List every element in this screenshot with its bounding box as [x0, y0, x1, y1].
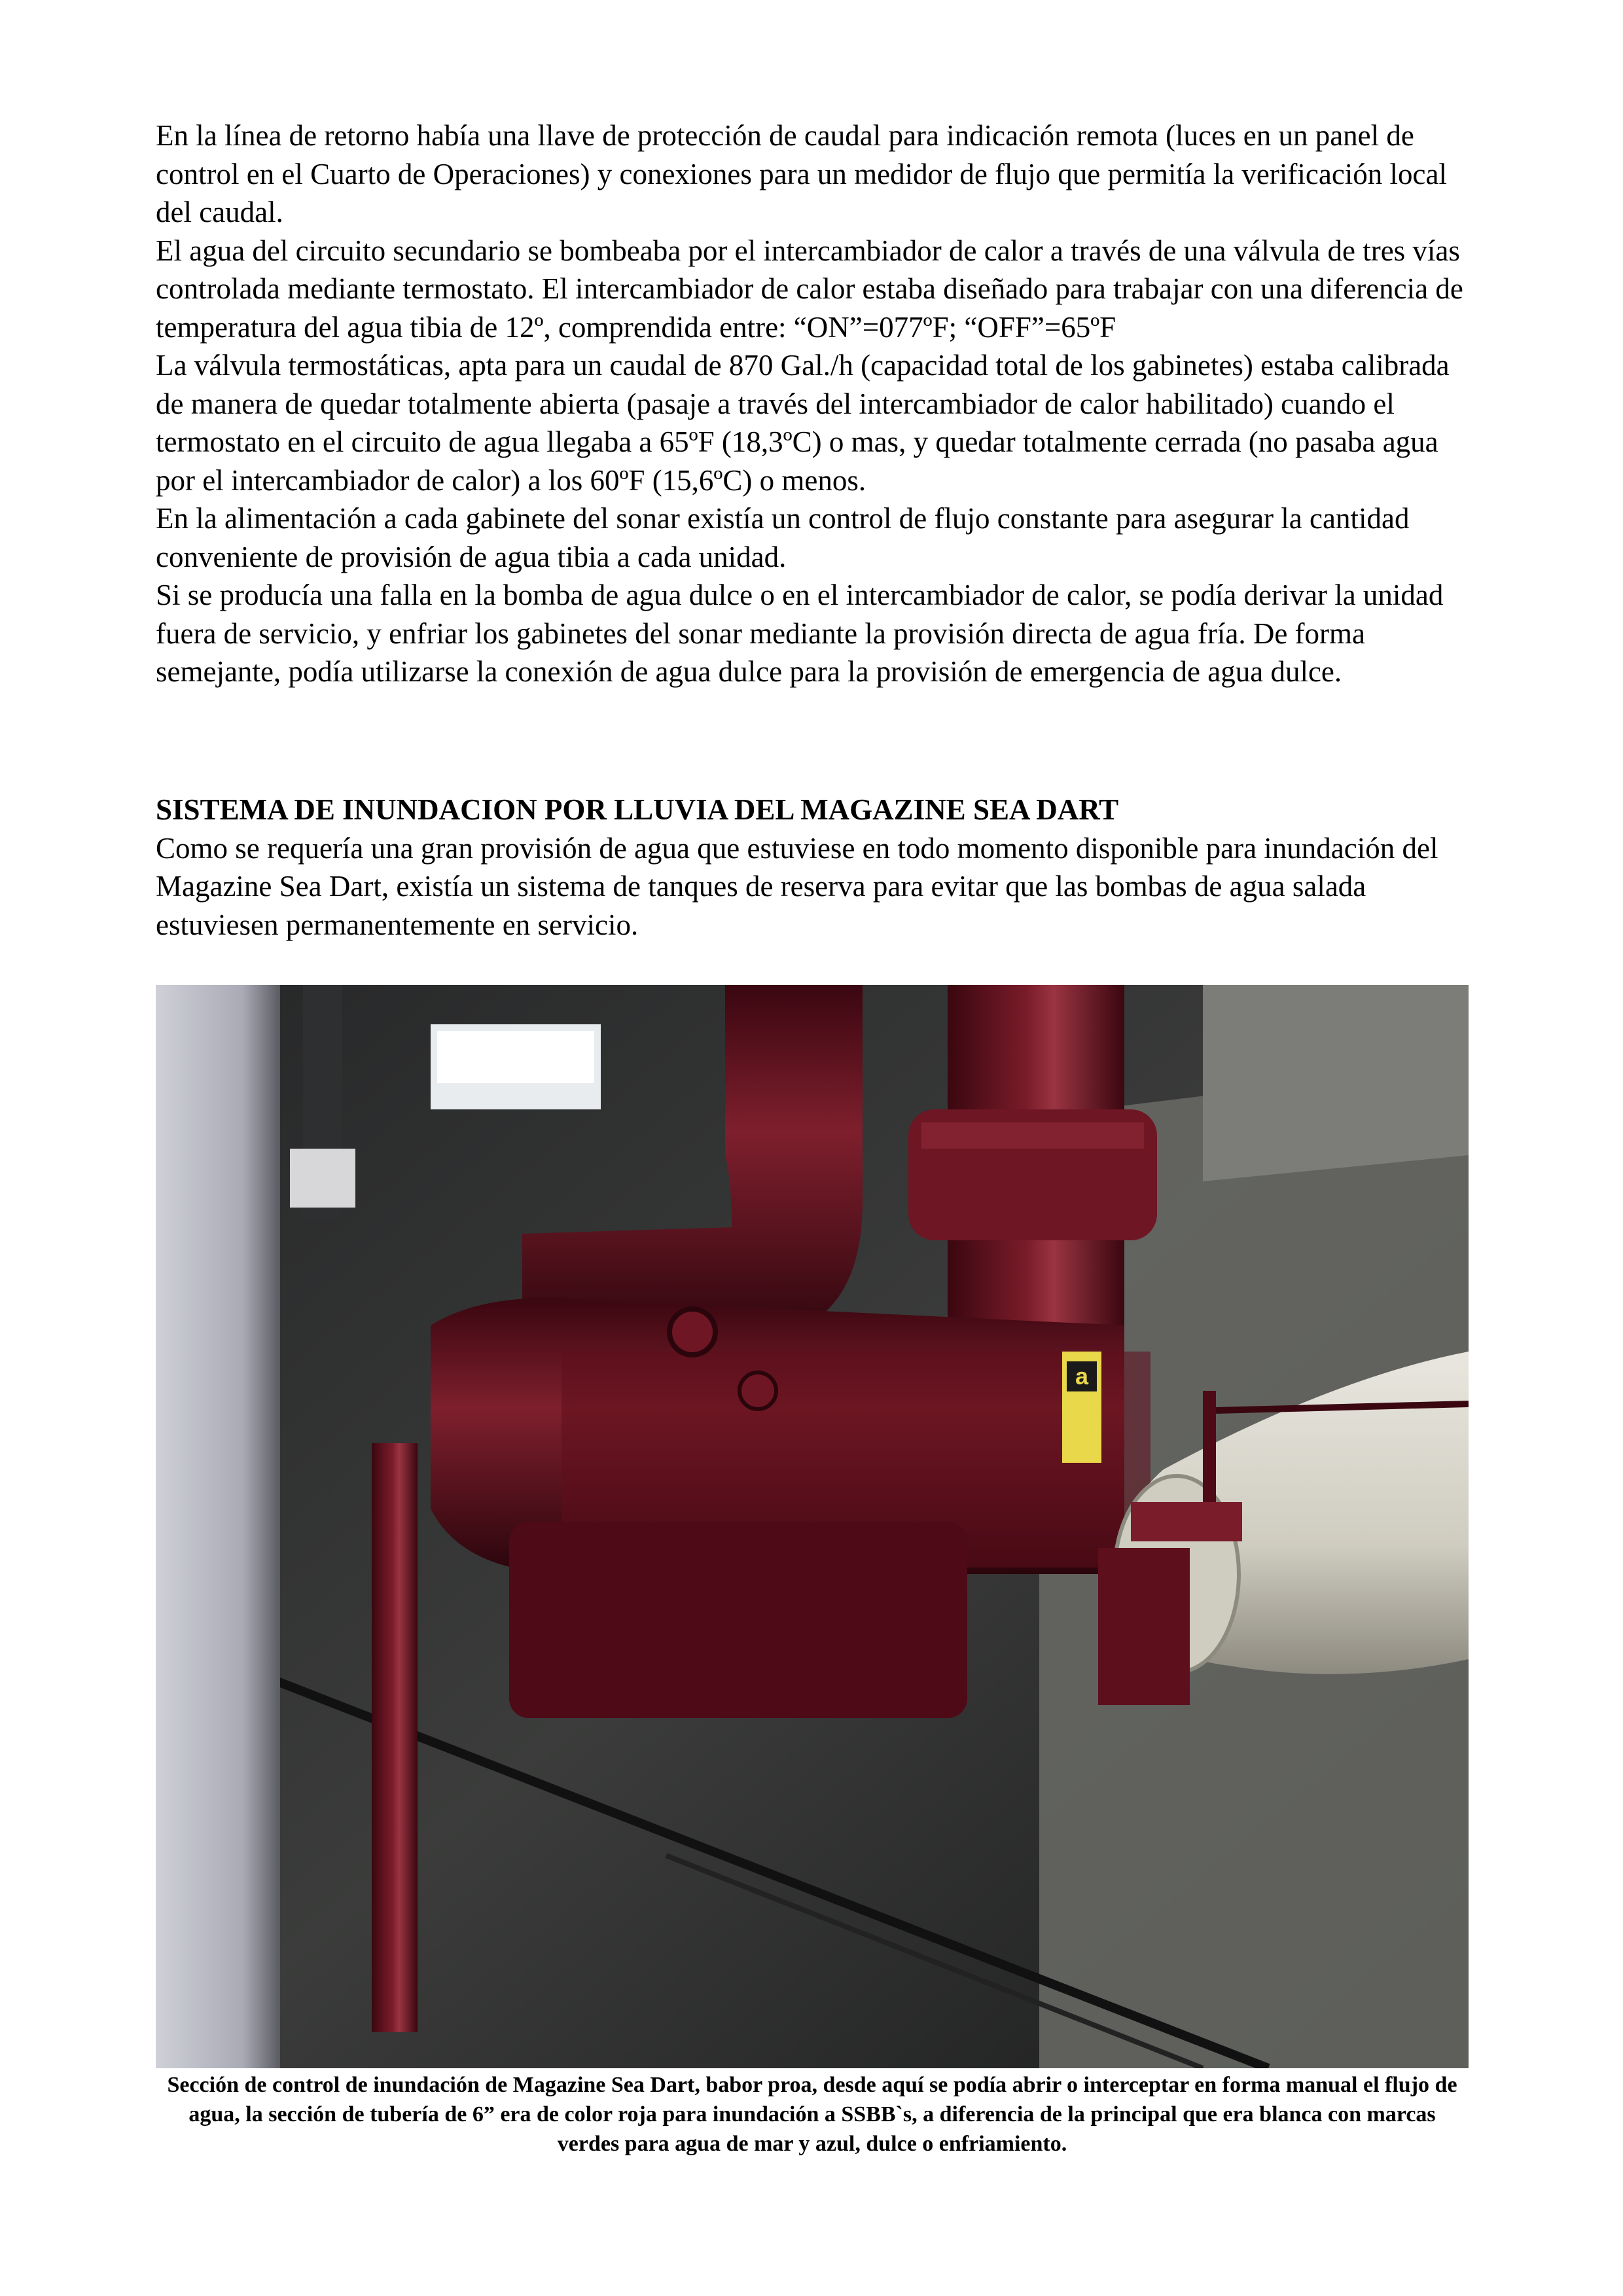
red-block: [1098, 1548, 1190, 1705]
paragraph-failure-bypass: Si se producía una falla en la bomba de agua dulce o en el intercambiador de calor, se podía derivar la unidad fuera de servicio, y enfriar los gabinetes del sonar mediante la provisión directa de agua fría. De forma semejante, podía utilizarse la conexión de agua dulce para la provisión de emergencia de agua dulce.: [156, 579, 1444, 688]
section-block: [156, 791, 1484, 944]
thin-red-pipe: [372, 1443, 418, 2032]
body-text-block: [156, 117, 1484, 691]
white-pillar: [156, 985, 280, 2068]
paragraph-constant-flow: En la alimentación a cada gabinete del sonar existía un control de flujo constante para asegurar la cantidad conveniente de provisión de agua tibia a cada unidad.: [156, 502, 1410, 573]
paragraph-secondary-circuit: El agua del circuito secundario se bombeaba por el intercambiador de calor a través de una válvula de tres vías controlada mediante termostato. El intercambiador de calor estaba diseñado para trabajar con una diferencia de temperatura del agua tibia de 12º, comprendida entre: “ON”=077ºF; “OFF”=65ºF: [156, 234, 1463, 344]
red-valve-body: [509, 1522, 967, 1718]
valve-handwheel: [740, 1372, 776, 1409]
light-glow: [437, 1031, 594, 1083]
flange-highlight: [921, 1122, 1144, 1149]
paragraph-flow-protection: En la línea de retorno había una llave de protección de caudal para indicación remota (luces en un panel de control en el Cuarto de Operaciones) y conexiones para un medidor de flujo que permitía la verificación local del caudal.: [156, 119, 1447, 228]
white-fitting: [290, 1149, 355, 1208]
sign-letter: a: [1075, 1363, 1089, 1390]
small-red-valve: [1131, 1502, 1242, 1541]
valve-handwheel: [669, 1309, 715, 1355]
section-paragraph: Como se requería una gran provisión de agua que estuviese en todo momento disponible para inundación del Magazine Sea Dart, existía un sistema de tanques de reserva para evitar que las bombas de agua salada estuviesen permanentemente en servicio.: [156, 831, 1438, 941]
pipework-illustration: [156, 985, 1469, 2068]
section-heading: SISTEMA DE INUNDACION POR LLUVIA DEL MAGAZINE SEA DART: [156, 793, 1119, 826]
overhead-panel: [1203, 985, 1469, 1181]
photo-caption: Sección de control de inundación de Magazine Sea Dart, babor proa, desde aquí se podía abrir o interceptar en forma manual el flujo de agua, la sección de tubería de 6” era de color roja para inundación a SSBB`s, a diferencia de la principal que era blanca con marcas verdes para agua de mar y azul, dulce o enfriamiento.: [167, 2073, 1457, 2156]
paragraph-thermostatic-valve: La válvula termostáticas, apta para un caudal de 870 Gal./h (capacidad total de los gabinetes) estaba calibrada de manera de quedar totalmente abierta (pasaje a través del intercambiador de calor habilitado) cuando el termostato en el circuito de agua llegaba a 65ºF (18,3ºC) o mas, y quedar totalmente cerrada (no pasaba agua por el intercambiador de calor) a los 60ºF (15,6ºC) o menos.: [156, 349, 1450, 497]
pipework-photo: [156, 985, 1469, 2068]
